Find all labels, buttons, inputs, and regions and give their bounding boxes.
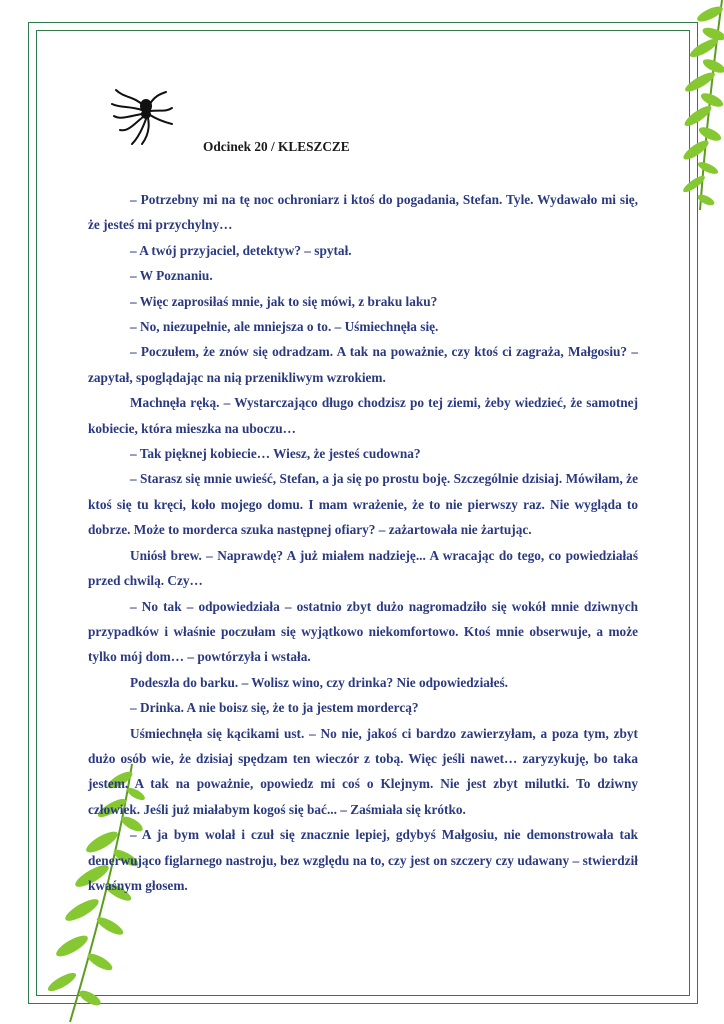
paragraph: – A ja bym wolał i czuł się znacznie lepiej, gdybyś Małgosiu, nie demonstrowała tak denerwująco figlarnego nastroju, bez względu na to, czy jest on szczery czy udawany – stwierdził kwaśnym głosem. [88, 827, 638, 893]
paragraph: – Tak pięknej kobiecie… Wiesz, że jesteś cudowna? [130, 446, 421, 462]
paragraph: – Drinka. A nie boisz się, że to ja jestem mordercą? [130, 700, 419, 716]
paragraph: – Starasz się mnie uwieść, Stefan, a ja się po prostu boję. Szczególnie dzisiaj. Mówiłam, że ktoś się tu kręci, koło mojego domu. I mam wrażenie, że to nie pierwszy raz. Nie wygląda to dobrze. Może to morderca szuka następnej ofiary? – zażartowała nie żartując. [88, 471, 638, 538]
paragraph: Uśmiechnęła się kącikami ust. – No nie, jakoś ci bardzo zawierzyłam, a poza tym, zbyt dużo osób wie, że dzisiaj spędzam ten wieczór z tobą. Więc jeśli nawet… zaryzykuję, bo taka jestem. A tak na poważnie, opowiedz mi coś o Klejnym. Nie jest zbyt milutki. To dziwny człowiek. Jeśli już miałabym kogoś się bać... – Zaśmiała się krótko. [88, 725, 638, 817]
paragraph: – No tak – odpowiedziała – ostatnio zbyt dużo nagromadziło się wokół mnie dziwnych przypadków i właśnie poczułam się wyjątkowo niekomfortowo. Ktoś mnie obserwuje, a może tylko mój dom… – powtórzyła i wstała. [88, 598, 638, 665]
paragraph: – Poczułem, że znów się odradzam. A tak na poważnie, czy ktoś ci zagraża, Małgosiu? – zapytał, spoglądając na nią przenikliwym wzrokiem. [88, 344, 638, 385]
episode-title: Odcinek 20 / KLESZCZE [203, 139, 350, 154]
paragraph: – A twój przyjaciel, detektyw? – spytał. [130, 242, 352, 258]
spider-icon [110, 86, 176, 148]
paragraph: Machnęła ręką. – Wystarczająco długo chodzisz po tej ziemi, żeby wiedzieć, że samotnej kobiecie, która mieszka na uboczu… [88, 395, 638, 436]
paragraph: – Potrzebny mi na tę noc ochroniarz i ktoś do pogadania, Stefan. Tyle. Wydawało mi się, że jesteś mi przychylny… [88, 192, 638, 233]
story-text [88, 187, 638, 898]
fern-leaf-icon [644, 0, 724, 220]
paragraph: – Więc zaprosiłaś mnie, jak to się mówi, z braku laku? [130, 293, 438, 309]
paragraph: – W Poznaniu. [130, 268, 213, 284]
paragraph: – No, niezupełnie, ale mniejsza o to. – Uśmiechnęła się. [130, 319, 439, 335]
paragraph: Podeszła do barku. – Wolisz wino, czy drinka? Nie odpowiedziałeś. [130, 674, 509, 690]
paragraph: Uniósł brew. – Naprawdę? A już miałem nadzieję... A wracając do tego, co powiedziałaś przed chwilą. Czy… [88, 547, 638, 589]
